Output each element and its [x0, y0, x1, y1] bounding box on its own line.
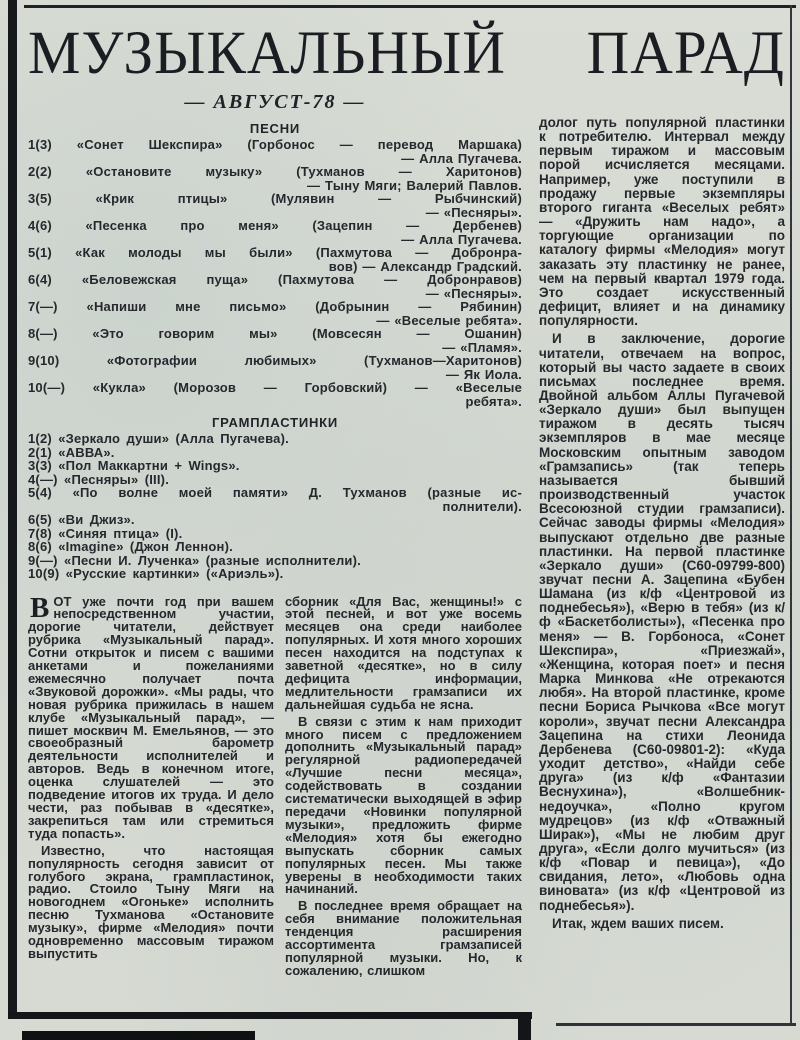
song-performer: — Як Иола. — [445, 366, 522, 382]
song-item — [28, 192, 522, 219]
paragraph: Итак, ждем ваших писем. — [552, 915, 724, 931]
song-performer: вов) — Александр Градский. — [328, 258, 522, 274]
song-title: «Сонет Шекспира» (Горбонос — перевод Маршака) — [76, 137, 523, 152]
body-column-2 — [285, 593, 522, 978]
song-rank: 2(2) — [28, 164, 52, 179]
song-item — [28, 219, 522, 246]
top-rule — [24, 5, 796, 8]
record-rank: 9(—) — [28, 552, 58, 568]
record-title: «АВВА». — [58, 444, 115, 460]
paragraph: сборник «Для Вас, женщины!» с этой песней, и вот уже восемь месяцев она среди наиболее популярных. И хотя много хороших песен находится на подступах к заветной «десятке», но в силу дефицита информации, медлительности грамзаписи их дальнейшая судьба не ясна. — [285, 593, 522, 712]
record-rank: 5(4) — [28, 485, 52, 500]
songs-list — [28, 138, 522, 408]
song-title: «Остановите музыку» (Тухманов — Харитонов) — [85, 164, 523, 179]
record-rank: 3(3) — [28, 458, 52, 473]
song-performer: — Алла Пугачева. — [401, 231, 522, 247]
record-title: «Ви Джиз». — [58, 512, 135, 527]
song-title: «Крик птицы» (Мулявин — Рыбчинский) — [95, 191, 523, 206]
paragraph: Известно, что настоящая популярность сегодня зависит от голубого экрана, грампластинок, радио. Стоило Тыну Мяги на новогоднем «Огоньке» исполнить песню Тухманова «Остановите музыку», фирме «Мелодия» почти одновременно массовым тиражом выпустить — [28, 842, 274, 961]
song-rank: 9(10) — [28, 353, 60, 368]
body-column-1 — [28, 591, 274, 978]
records-heading: ГРАМПЛАСТИНКИ — [211, 415, 339, 430]
song-performer: — Тыну Мяги; Валерий Павлов. — [306, 177, 522, 193]
songs-section — [28, 121, 522, 408]
record-rank: 1(2) — [28, 431, 52, 446]
record-title: «Пол Маккартни + Wings». — [58, 458, 240, 473]
song-title: «Кукла» (Морозов — Горбовский) — «Веселые — [92, 380, 523, 395]
song-item — [28, 381, 522, 408]
song-title: «Песенка про меня» (Зацепин — Дербенев) — [85, 218, 522, 233]
bottom-rule — [556, 1023, 796, 1026]
song-rank: 7(—) — [28, 299, 58, 314]
record-item — [28, 459, 522, 473]
bottom-frame-corner — [518, 1012, 531, 1040]
song-title: «Фотографии любимых» (Тухманов—Харитонов) — [106, 353, 522, 368]
page-title: МУЗЫКАЛЬНЫЙ ПАРАД — [28, 17, 785, 87]
record-item — [28, 432, 522, 446]
song-title: «Как молоды мы были» (Пахмутова — Добронра- — [75, 245, 523, 260]
paragraph: В последнее время обращает на себя внимание положительная тенденция расширения ассортимента грамзаписей популярной музыки. Но, к сожалению, слишком — [285, 898, 522, 978]
song-item — [28, 300, 522, 327]
record-rank: 7(8) — [28, 525, 52, 541]
bottom-frame-bar — [8, 1012, 532, 1019]
record-rank: 10(9) — [28, 566, 60, 581]
records-section — [28, 415, 522, 581]
song-performer: — «Веселые ребята». — [376, 312, 522, 328]
song-title: «Напиши мне письмо» (Добрынин — Рябинин) — [86, 299, 522, 314]
records-list — [28, 432, 522, 581]
song-rank: 4(6) — [28, 218, 52, 233]
record-item — [28, 554, 522, 568]
record-title: «Imagine» (Джон Леннон). — [58, 539, 233, 554]
song-rank: 5(1) — [28, 245, 52, 260]
record-title: «Зеркало души» (Алла Пугачева). — [58, 431, 289, 446]
record-item — [28, 473, 522, 487]
record-rank: 6(5) — [28, 512, 52, 527]
record-title: «Синяя птица» (I). — [58, 525, 183, 541]
body-column-3 — [539, 84, 785, 931]
song-title: «Это говорим мы» (Мовсесян — Ошанин) — [92, 326, 522, 341]
song-performer: ребята». — [465, 393, 522, 409]
song-rank: 10(—) — [28, 380, 66, 395]
song-item — [28, 138, 522, 165]
record-item — [28, 513, 522, 527]
paragraph-lead — [28, 591, 274, 841]
issue-subtitle: — АВГУСТ-78 — — [184, 91, 366, 113]
song-title: «Беловежская пуща» (Пахмутова — Добронравов) — [81, 272, 522, 287]
song-item — [28, 246, 522, 273]
song-performer: — «Песняры». — [425, 285, 522, 301]
song-item — [28, 165, 522, 192]
song-item — [28, 273, 522, 300]
paragraph: В связи с этим к нам приходит много писем с предложением дополнить «Музыкальный парад» регулярной радиопередачей «Лучшие песни месяца», содействовать в создании систематически выходящей в эфир передачи «Новинки популярной музыки», предложить фирме «Мелодия» хотя бы ежегодно выпускать сборник самых популярных песен. Мы также уверены в необходимости таких начинаний. — [285, 713, 522, 897]
record-title: «По волне моей памяти» Д. Тухманов (разные ис- — [72, 485, 522, 500]
record-item — [28, 446, 522, 460]
song-rank: 6(4) — [28, 272, 52, 287]
record-rank: 8(6) — [28, 539, 52, 554]
body-columns — [28, 591, 522, 978]
song-rank: 3(5) — [28, 191, 52, 206]
song-item — [28, 327, 522, 354]
right-rule — [790, 5, 792, 1026]
record-rank: 4(—) — [28, 471, 58, 487]
record-item — [28, 527, 522, 541]
record-item — [28, 567, 522, 581]
columns-row — [28, 84, 785, 978]
record-title: «Русские картинки» («Ариэль»). — [65, 566, 284, 581]
record-item — [28, 540, 522, 554]
song-performer: — Алла Пугачева. — [401, 150, 522, 166]
song-rank: 1(3) — [28, 137, 52, 152]
songs-heading: ПЕСНИ — [249, 121, 301, 136]
song-item — [28, 354, 522, 381]
record-title: «Песняры» (III). — [64, 471, 170, 487]
article-content — [28, 17, 785, 978]
paragraph: долог путь популярной пластинки к потребителю. Интервал между первым тиражом и массовым порой исчисляется месяцами. Например, уже поступили в продажу первые экземпляры второго гиганта «Веселых ребят» — «Дружить нам надо», а торгующие организации по каталогу фирмы «Мелодия» могут заказать эту пластинку не ранее, чем на первый квартал 1979 года. Это создает искусственный дефицит, влияет и на динамику популярности. — [539, 115, 785, 329]
record-item — [28, 486, 522, 513]
record-title: «Песни И. Лученка» (разные исполнители). — [64, 552, 361, 568]
left-border-bar — [8, 0, 17, 1014]
bottom-frame-block — [22, 1031, 255, 1040]
song-performer: — «Песняры». — [425, 204, 522, 220]
song-performer: — «Пламя». — [442, 339, 522, 355]
drop-cap: В — [30, 591, 50, 624]
paragraph-text: ОТ уже почти год при вашем непосредственном участии, дорогие читатели, действует рубрика «Музыкальный парад». Сотни открыток и писем с вашими анкетами и пожеланиями ежемесячно получает почта «Звуковой дорожки». «Мы рады, что новая рубрика прижилась в нашем клубе «Музыкальный парад», — пишет москвич М. Емельянов, — это своеобразный барометр деятельности исполнителей и авторов. Ведь в конечном итоге, оценка слушателей — это подведение итогов их труда. И дело чести, раз побывав в «десятке», закрепиться там или стремиться туда попасть». — [28, 593, 274, 841]
song-rank: 8(—) — [28, 326, 58, 341]
paragraph: И в заключение, дорогие читатели, отвечаем на вопрос, который вы часто задаете в своих письмах последнее время. Двойной альбом Аллы Пугачевой «Зеркало души» был выпущен тиражом в десять тысяч экземпляров в мае месяце Московским опытным заводом «Грамзапись» (так теперь называется бывший производственный участок Всесоюзной студии грамзаписи). Сейчас заводы фирмы «Мелодия» выпускают отдельно две разные пластинки. На первой пластинке «Зеркало души» (С60-09799-800) звучат песни А. Зацепина «Бубен Шамана (из к/ф «Центровой из поднебесья»), «Верю в тебя» (из к/ф «Баскетболисты»), «Песенка про меня» — В. Горбоноса, «Сонет Шекспира», «Приезжай», «Женщина, которая поет» и песня Марка Минкова «Не отрекаются любя». На второй пластинке, кроме песни Бориса Рычкова «Все могут короли», звучат песни Александра Зацепина на стихи Леонида Дербенева (С60-09801-2): «Куда уходит детство», «Найди себе друга» (из к/ф «Фантазии Веснухина»), «Волшебник-недоучка», «Полно кругом мудрецов» (из к/ф «Отважный Ширак»), «Мы не любим друг друга», «Если долго мучиться» (из к/ф «Повар и певица»), «До свидания, лето», «Любовь одна виновата» (из к/ф «Центровой из поднебесья»). — [539, 331, 785, 913]
record-extra: полнители). — [442, 498, 522, 514]
left-main-block — [28, 84, 522, 978]
record-rank: 2(1) — [28, 444, 52, 460]
